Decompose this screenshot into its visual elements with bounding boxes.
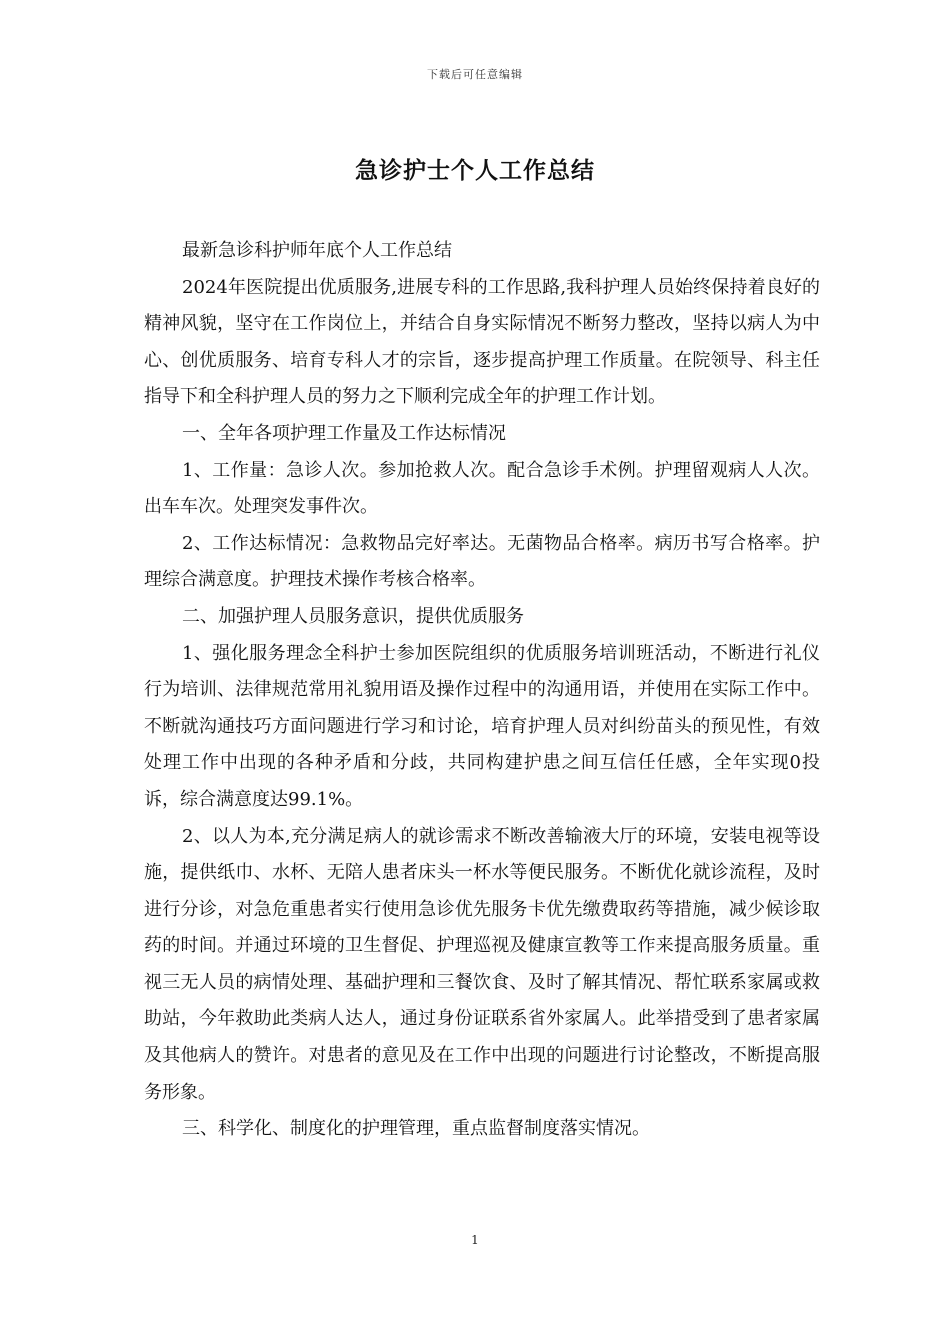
document-body <box>144 233 820 1148</box>
section-heading-2: 二、加强护理人员服务意识，提供优质服务 <box>182 605 524 627</box>
document-title: 急诊护士个人工作总结 <box>355 158 595 184</box>
paragraph-intro: 2024年医院提出优质服务,进展专科的工作思路,我科护理人员始终保持着良好的精神风貌，坚守在工作岗位上，并结合自身实际情况不断努力整改，坚持以病人为中心、创优质服务、培育专科人才的宗旨，逐步提高护理工作质量。在院领导、科主任指导下和全科护理人员的努力之下顺利完成全年的护理工作计划。 <box>144 276 820 408</box>
section-heading-3: 三、科学化、制度化的护理管理，重点监督制度落实情况。 <box>182 1118 650 1140</box>
header-note: 下载后可任意编辑 <box>427 68 523 81</box>
paragraph-subtitle: 最新急诊科护师年底个人工作总结 <box>182 240 452 261</box>
paragraph-service-training: 1、强化服务理念全科护士参加医院组织的优质服务培训班活动，不断进行礼仪行为培训、法律规范常用礼貌用语及操作过程中的沟通用语，并使用在实际工作中。不断就沟通技巧方面问题进行学习和讨论，培育护理人员对纠纷苗头的预见性，有效处理工作中出现的各种矛盾和分歧，共同构建护患之间互信任任感，全年实现0投诉，综合满意度达99.1%。 <box>144 642 820 810</box>
paragraph-standards: 2、工作达标情况：急救物品完好率达。无菌物品合格率。病历书写合格率。护理综合满意度。护理技术操作考核合格率。 <box>144 532 820 591</box>
section-heading-1: 一、全年各项护理工作量及工作达标情况 <box>182 422 506 444</box>
paragraph-patient-centered: 2、以人为本,充分满足病人的就诊需求不断改善输液大厅的环境，安装电视等设施，提供纸巾、水杯、无陪人患者床头一杯水等便民服务。不断优化就诊流程，及时进行分诊，对急危重患者实行使用急诊优先服务卡优先缴费取药等措施，减少候诊取药的时间。并通过环境的卫生督促、护理巡视及健康宣教等工作来提高服务质量。重视三无人员的病情处理、基础护理和三餐饮食、及时了解其情况、帮忙联系家属或救助站，今年救助此类病人达人，通过身份证联系省外家属人。此举措受到了患者家属及其他病人的赞许。对患者的意见及在工作中出现的问题进行讨论整改，不断提高服务形象。 <box>144 825 820 1103</box>
paragraph-workload: 1、工作量：急诊人次。参加抢救人次。配合急诊手术例。护理留观病人人次。出车车次。处理突发事件次。 <box>144 459 820 518</box>
page-number: 1 <box>471 1233 479 1247</box>
